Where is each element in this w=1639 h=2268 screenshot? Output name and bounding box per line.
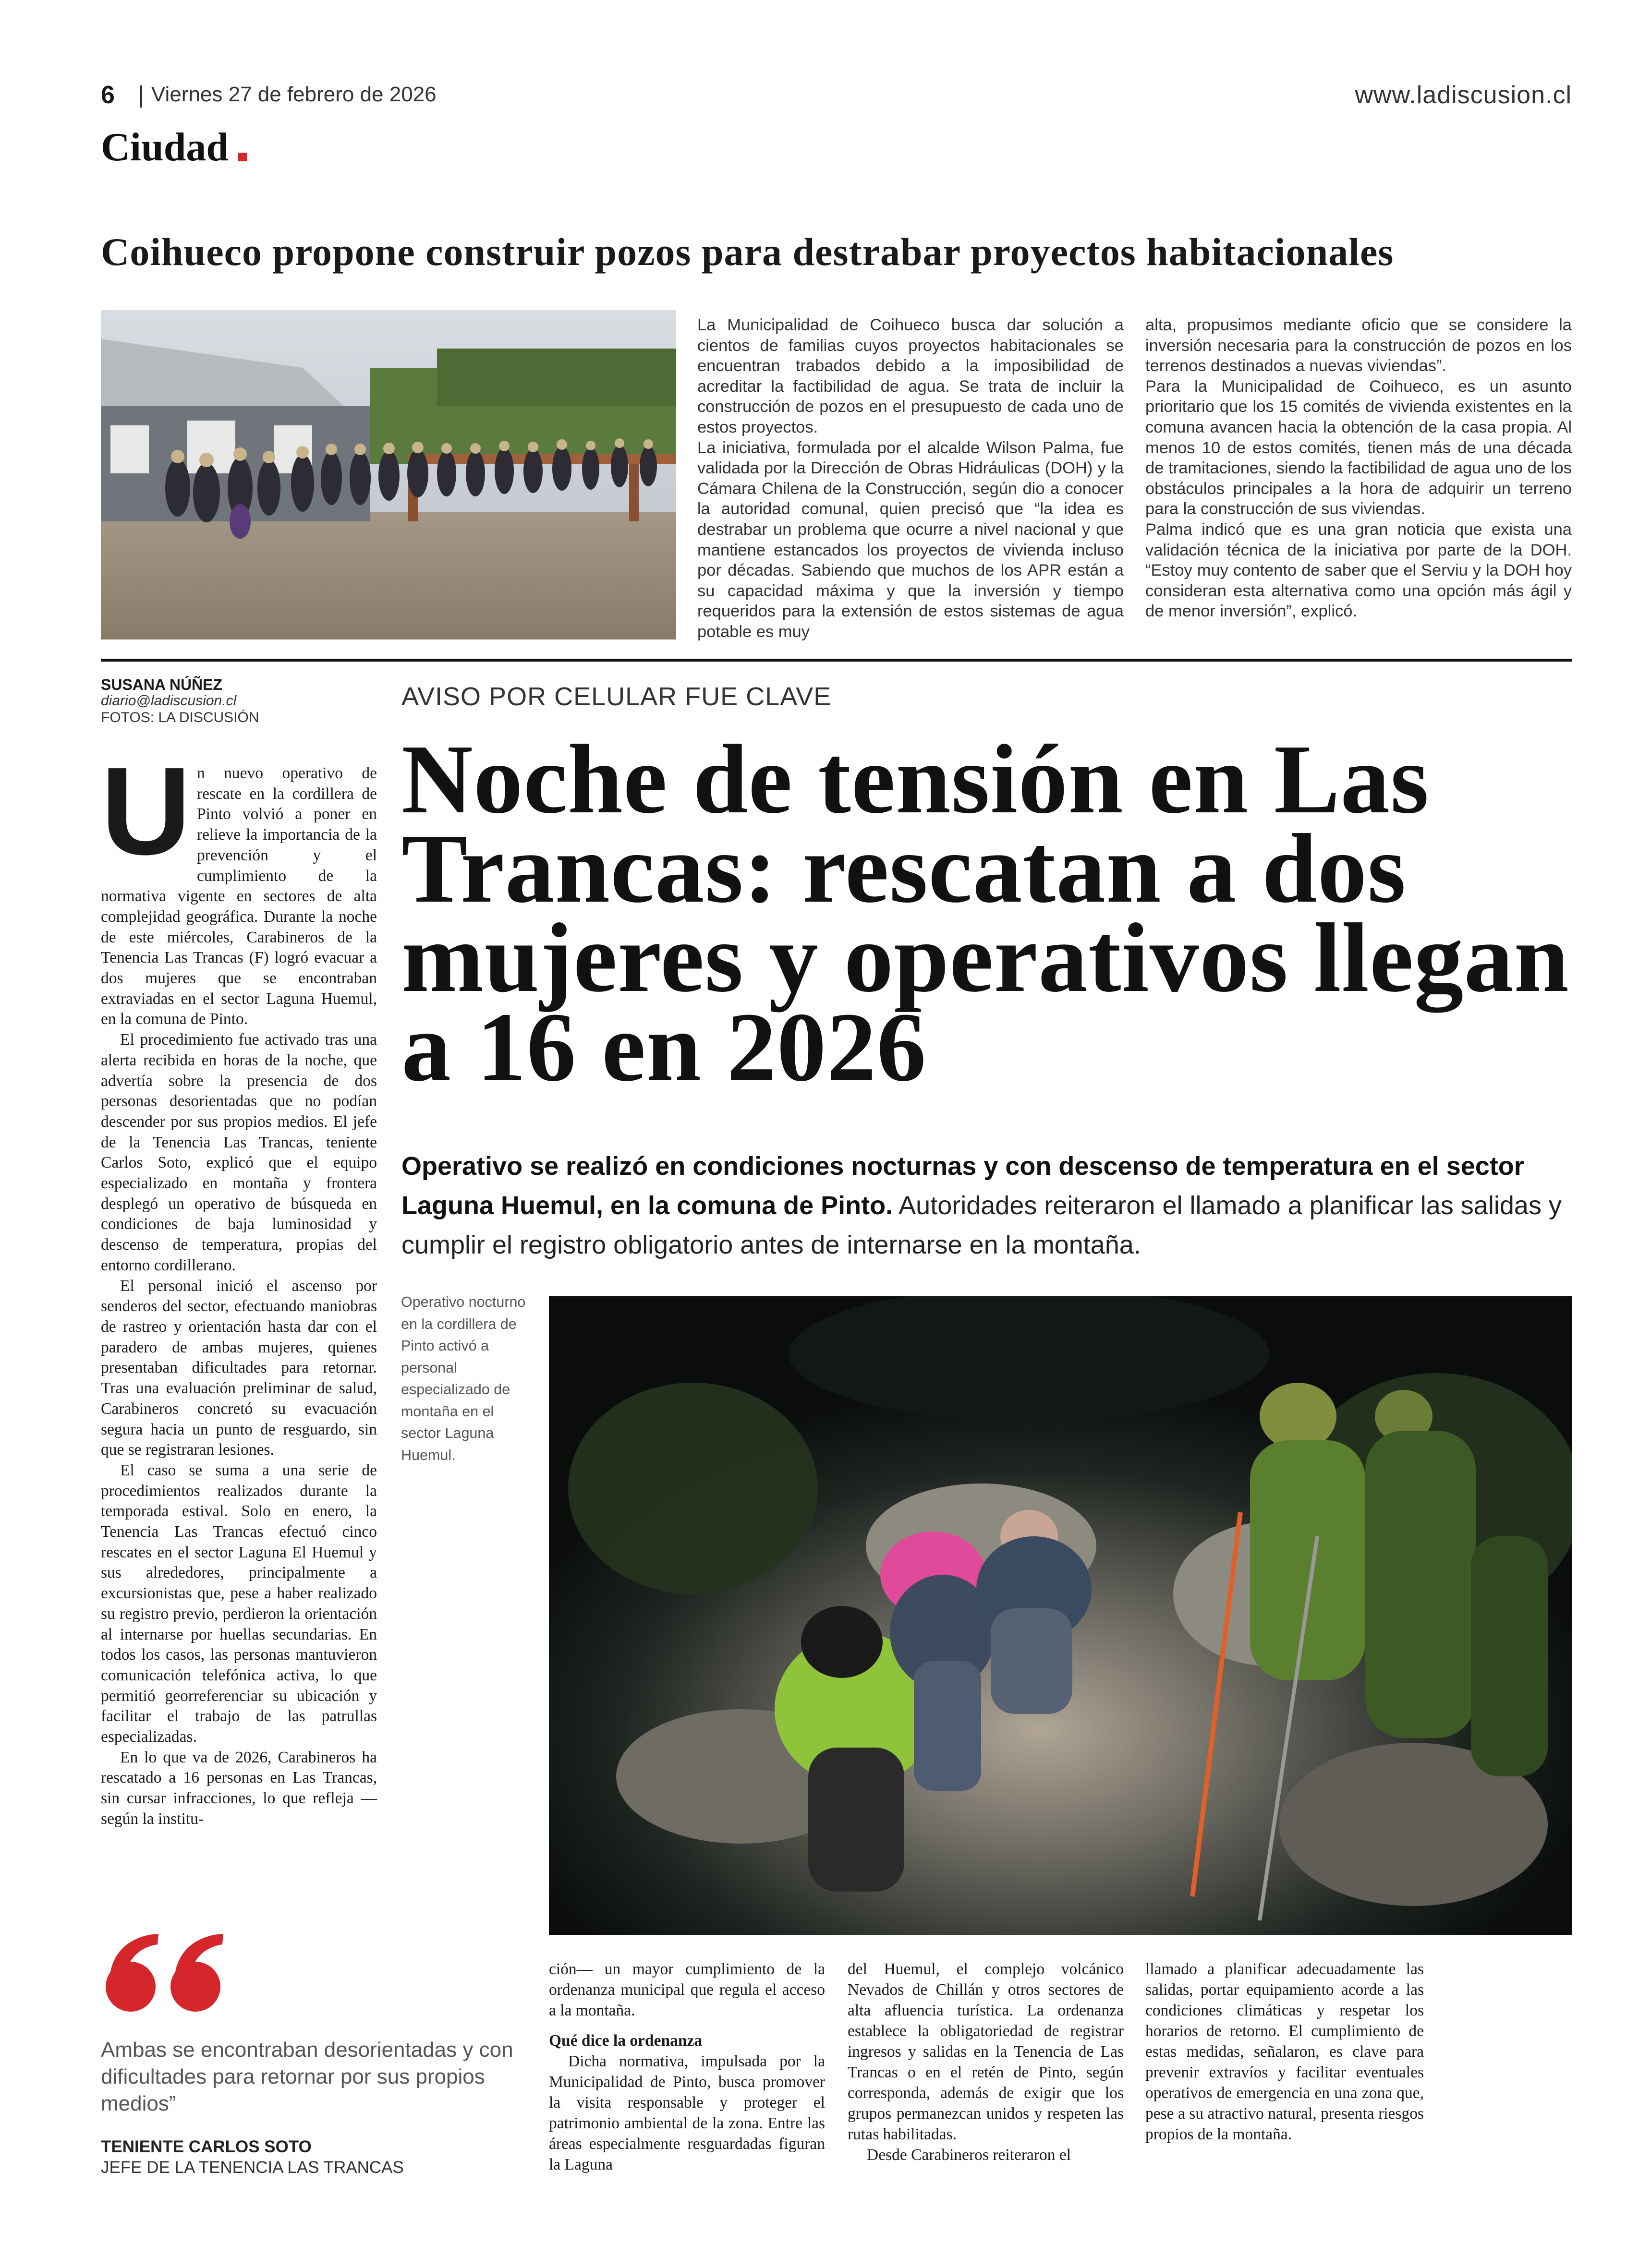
pull-quote-author: TENIENTE CARLOS SOTO bbox=[101, 2137, 312, 2156]
page-number: 6 bbox=[101, 81, 115, 109]
article2-paragraph: El personal inició el ascenso por senderos del sector, efectuando maniobras de rastreo y orientación hasta dar con el paradero de ambas mujeres, quienes presentaban dificultades para retornar. Tras una evaluación preliminar de salud, Carabineros concretó su evacuación segura hacia un punto de resguardo, sin que se registraran lesiones. bbox=[101, 1277, 377, 1459]
article2-deck bbox=[401, 1146, 1573, 1265]
deck-text: Autoridades reiteraron el llamado a planificar las salidas y cumplir el registro obligatorio antes de internarse en la montaña. bbox=[401, 1191, 1562, 1259]
article1-column-1 bbox=[697, 315, 1124, 642]
byline-author: SUSANA NÚÑEZ bbox=[101, 676, 223, 693]
article2-paragraph: llamado a planificar adecuadamente las salidas, portar equipamiento acorde a las condiciones climáticas y respetar los horarios de retorno. El cumplimiento de estas medidas, señalaron, es clave para prevenir extravíos y facilitar eventuales operativos de emergencia en una zona que, pese a su atractivo natural, presenta riesgos propios de la montaña. bbox=[1145, 1960, 1424, 2143]
article2-paragraph: Dicha normativa, impulsada por la Municipalidad de Pinto, busca promover la visita responsable y proteger el patrimonio ambiental de la zona. Entre las áreas especialmente resguardadas figuran la Laguna bbox=[549, 2052, 825, 2173]
article2-paragraph: El procedimiento fue activado tras una alerta recibida en horas de la noche, que advertía sobre la presencia de dos personas desorientadas que no podían descender por sus propios medios. El jefe de la Tenencia Las Trancas, teniente Carlos Soto, explicó que el equipo especializado en montaña y frontera desplegó un operativo de búsqueda en condiciones de baja luminosidad y descenso de temperatura, propias del entorno cordillerano. bbox=[101, 1031, 377, 1274]
pull-quote-role: JEFE DE LA TENENCIA LAS TRANCAS bbox=[101, 2158, 404, 2177]
article2-headline: Noche de tensión en Las Trancas: rescatan a dos mujeres y operativos llegan a 16 en 2026 bbox=[401, 724, 1569, 1102]
article2-column-bottom-3 bbox=[1145, 1959, 1424, 2145]
header-divider bbox=[140, 85, 142, 108]
issue-date: Viernes 27 de febrero de 2026 bbox=[151, 83, 437, 106]
byline-email[interactable]: diario@ladiscusion.cl bbox=[101, 693, 237, 709]
article2-paragraph: En lo que va de 2026, Carabineros ha rescatado a 16 personas en Las Trancas, sin cursar infracciones, lo que refleja —según la institu- bbox=[101, 1748, 377, 1828]
article2-column-bottom-1 bbox=[549, 1959, 825, 2175]
subheading: Qué dice la ordenanza bbox=[549, 2032, 703, 2050]
article1-paragraph: La iniciativa, formulada por el alcalde Wilson Palma, fue validada por la Dirección de Obras Hidráulicas (DOH) y la Cámara Chilena de la Construcción, según dio a conocer la autoridad comunal, quien precisó que “la idea es destrabar un problema que ocurre a nivel nacional y que mantiene estancados los proyectos de vivienda incluso por décadas. Sabiendo que muchos de los APR están a su capacidad máxima y que la inversión y tiempo requeridos para la extensión de estos sistemas de agua potable es muy bbox=[697, 438, 1124, 641]
rescue-photo bbox=[549, 1296, 1572, 1935]
article2-column-bottom-2 bbox=[848, 1959, 1124, 2165]
article1-photo bbox=[101, 310, 676, 639]
section-divider bbox=[101, 659, 1572, 662]
quote-mark-icon bbox=[101, 1930, 231, 2012]
article2-body-column bbox=[101, 763, 377, 1830]
section-title: Ciudad bbox=[101, 125, 229, 169]
website-link[interactable]: www.ladiscusion.cl bbox=[1355, 81, 1572, 109]
byline-photo-credit: FOTOS: LA DISCUSIÓN bbox=[101, 710, 259, 725]
article1-headline: Coihueco propone construir pozos para destrabar proyectos habitacionales bbox=[101, 230, 1394, 274]
article2-paragraph: Desde Carabineros reiteraron el bbox=[867, 2146, 1071, 2164]
article2-paragraph: El caso se suma a una serie de procedimientos realizados durante la temporada estival. Solo en enero, la Tenencia Las Trancas efectuó cinco rescates en el sector Laguna El Huemul y sus alrededores, principalmente a excursionistas que, pese a haber realizado su registro previo, perdieron la orientación al internarse por huellas secundarias. En todos los casos, las personas mantuvieron comunicación telefónica activa, lo que permitió georreferenciar su ubicación y facilitar el trabajo de las patrullas especializadas. bbox=[101, 1461, 377, 1746]
article2-paragraph: del Huemul, el complejo volcánico Nevados de Chillán y otros sectores de alta afluencia turística. La ordenanza establece la obligatoriedad de registrar ingresos y salidas en la Tenencia de Las Trancas o en el retén de Pinto, según corresponda, además de exigir que los grupos permanezcan unidos y respeten las rutas habilitadas. bbox=[848, 1960, 1124, 2143]
article2-paragraph: ción— un mayor cumplimiento de la ordenanza municipal que regula el acceso a la montaña. bbox=[549, 1960, 825, 2019]
article1-paragraph: Palma indicó que es una gran noticia que exista una validación técnica de la iniciativa por parte de la DOH. “Estoy muy contento de saber que el Serviu y la DOH hoy consideran esta alternativa como una opción más ágil y de menor inversión”, explicó. bbox=[1145, 520, 1572, 621]
section-accent-dot bbox=[238, 153, 247, 161]
pull-quote-text: Ambas se encontraban desorientadas y con dificultades para retornar por sus propios medios” bbox=[101, 2038, 513, 2115]
photo-caption: Operativo nocturno en la cordillera de Pinto activó a personal especializado de montaña en el sector Laguna Huemul. bbox=[401, 1294, 526, 1463]
article1-paragraph: Para la Municipalidad de Coihueco, es un asunto prioritario que los 15 comités de vivienda existentes en la comuna avancen hacia la obtención de la casa propia. Al menos 10 de estos comités, tienen más de una década de tramitaciones, siendo la factibilidad de agua uno de los obstáculos principales a la hora de adquirir un terreno para la construcción de sus viviendas. bbox=[1145, 377, 1572, 519]
article1-paragraph: alta, propusimos mediante oficio que se considere la inversión necesaria para la construcción de pozos en los terrenos destinados a nuevas viviendas”. bbox=[1145, 316, 1572, 375]
article2-kicker: AVISO POR CELULAR FUE CLAVE bbox=[401, 682, 832, 711]
article1-column-2 bbox=[1145, 315, 1572, 622]
article2-paragraph bbox=[101, 763, 377, 1030]
article1-paragraph: La Municipalidad de Coihueco busca dar solución a cientos de familias cuyos proyectos habitacionales se encuentran trabados debido a la imposibilidad de acreditar la factibilidad de agua. Se trata de incluir la construcción de pozos en el presupuesto de cada uno de estos proyectos. bbox=[697, 316, 1124, 436]
drop-cap: U bbox=[101, 742, 191, 881]
deck-bold: Operativo se realizó en condiciones nocturnas y con descenso de temperatura en el sector Laguna Huemul, en la comuna de Pinto. bbox=[401, 1152, 1524, 1220]
article2-paragraph-text: n nuevo operativo de rescate en la cordillera de Pinto volvió a poner en relieve la importancia de la prevención y el cumplimiento de la normativa vigente en sectores de alta complejidad geográfica. Durante la noche de este miércoles, Carabineros de la Tenencia Las Trancas (F) logró evacuar a dos mujeres que se encontraban extraviadas en el sector Laguna Huemul, en la comuna de Pinto. bbox=[101, 764, 377, 1028]
drop-cap-spacer bbox=[101, 763, 197, 883]
